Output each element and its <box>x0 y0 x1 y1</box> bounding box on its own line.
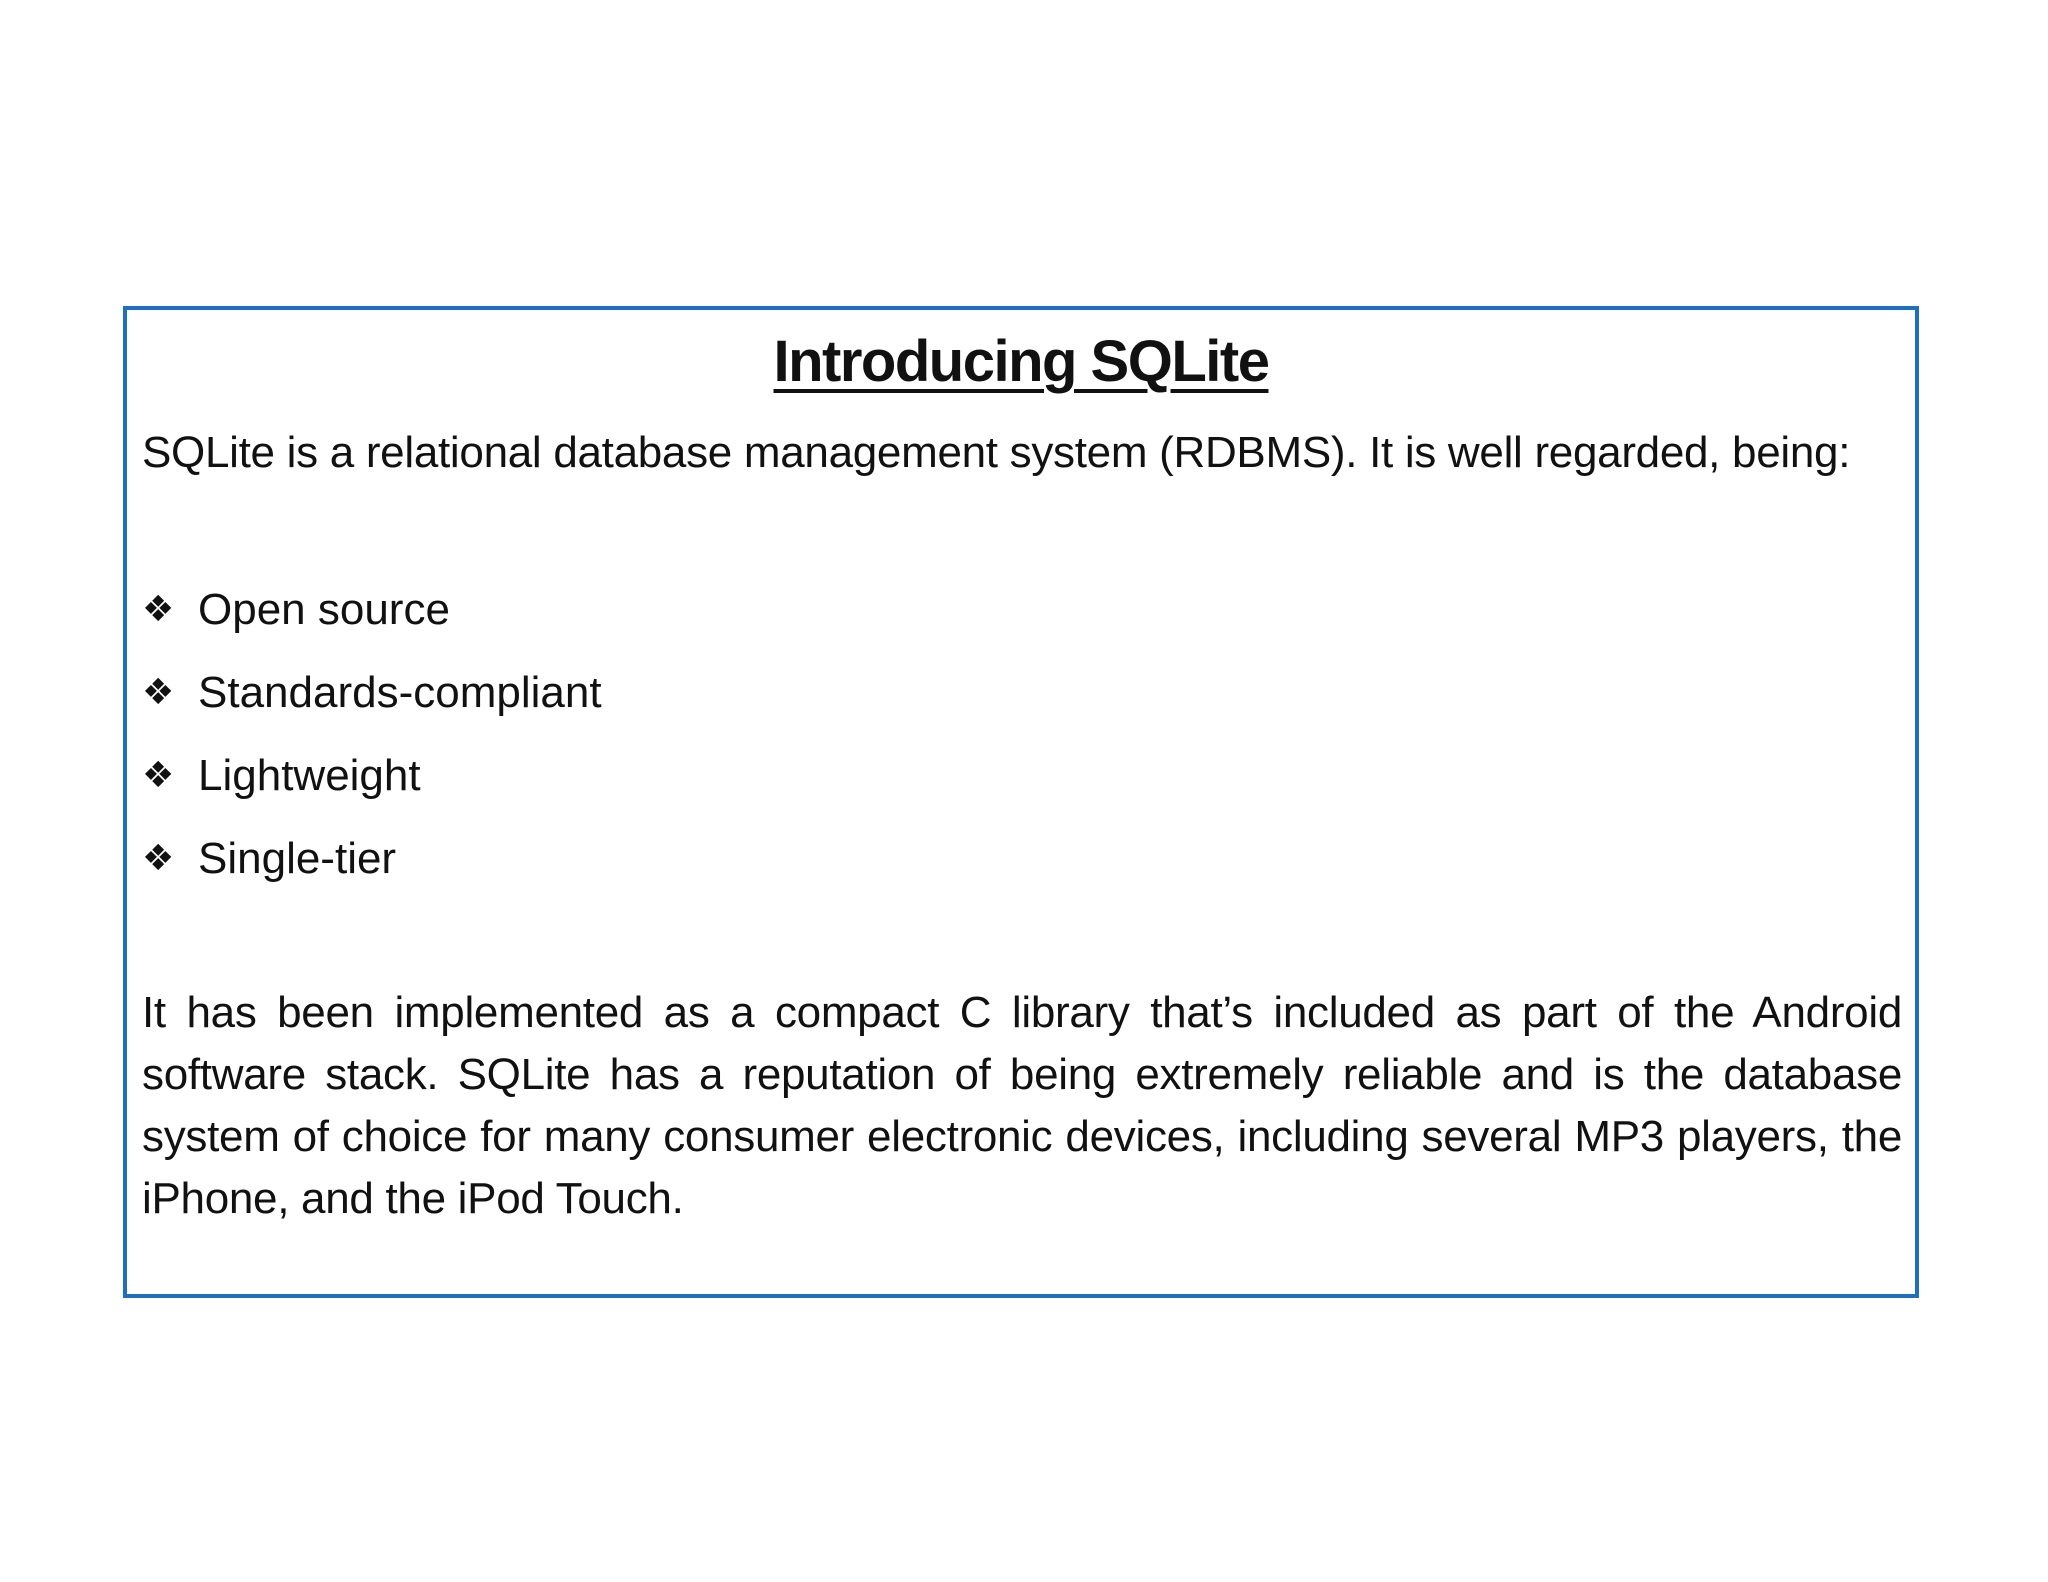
diamond-four-icon: ❖ <box>142 754 175 796</box>
diamond-four-icon: ❖ <box>142 837 175 879</box>
list-item <box>142 651 602 734</box>
list-item <box>142 568 602 651</box>
diamond-four-icon: ❖ <box>142 671 175 713</box>
diamond-four-icon: ❖ <box>142 588 175 630</box>
intro-paragraph: SQLite is a relational database management system (RDBMS). It is well regarded, being: <box>142 428 1851 477</box>
list-item <box>142 817 602 900</box>
list-item <box>142 734 602 817</box>
feature-list <box>142 568 602 900</box>
list-item-label: Standards-compliant <box>198 667 602 717</box>
list-item-label: Single-tier <box>198 833 397 883</box>
closing-paragraph: It has been implemented as a compact C library that’s included as part of the Android software stack. SQLite has a reputation of being extremely reliable and is the database system of choice for many consumer electronic devices, including several MP3 players, the iPhone, and the iPod Touch. <box>142 988 1902 1223</box>
list-item-label: Open source <box>198 584 450 634</box>
content-box <box>123 306 1919 1298</box>
list-item-label: Lightweight <box>198 750 421 800</box>
slide-title: Introducing SQLite <box>773 329 1269 394</box>
